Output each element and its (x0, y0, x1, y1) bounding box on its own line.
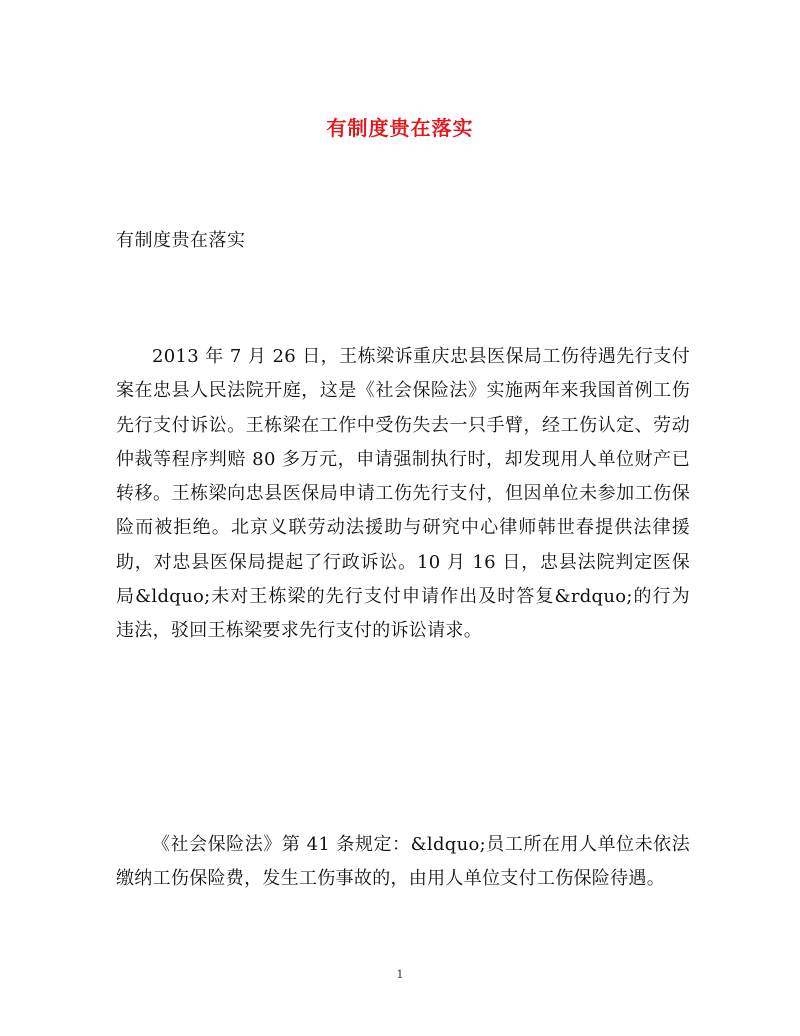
body-paragraph-1: 2013 年 7 月 26 日，王栋梁诉重庆忠县医保局工伤待遇先行支付案在忠县人民法院开庭，这是《社会保险法》实施两年来我国首例工伤先行支付诉讼。王栋梁在工作中受伤失去一只手臂，经工伤认定、劳动仲裁等程序判赔 80 多万元，申请强制执行时，却发现用人单位财产已转移。王栋梁向忠县医保局申请工伤先行支付，但因单位未参加工伤保险而被拒绝。北京义联劳动法援助与研究中心律师韩世春提供法律援助，对忠县医保局提起了行政诉讼。10 月 16 日，忠县法院判定医保局&ldquo;未对王栋梁的先行支付申请作出及时答复&rdquo;的行为违法，驳回王栋梁要求先行支付的诉讼请求。 (116, 346, 690, 642)
document-subtitle: 有制度贵在落实 (116, 230, 246, 251)
document-title: 有制度贵在落实 (326, 116, 474, 140)
page-number: 1 (396, 968, 404, 981)
body-paragraph-2: 《社会保险法》第 41 条规定：&ldquo;员工所在用人单位未依法缴纳工伤保险费，发生工伤事故的，由用人单位支付工伤保险待遇。 (116, 834, 690, 890)
